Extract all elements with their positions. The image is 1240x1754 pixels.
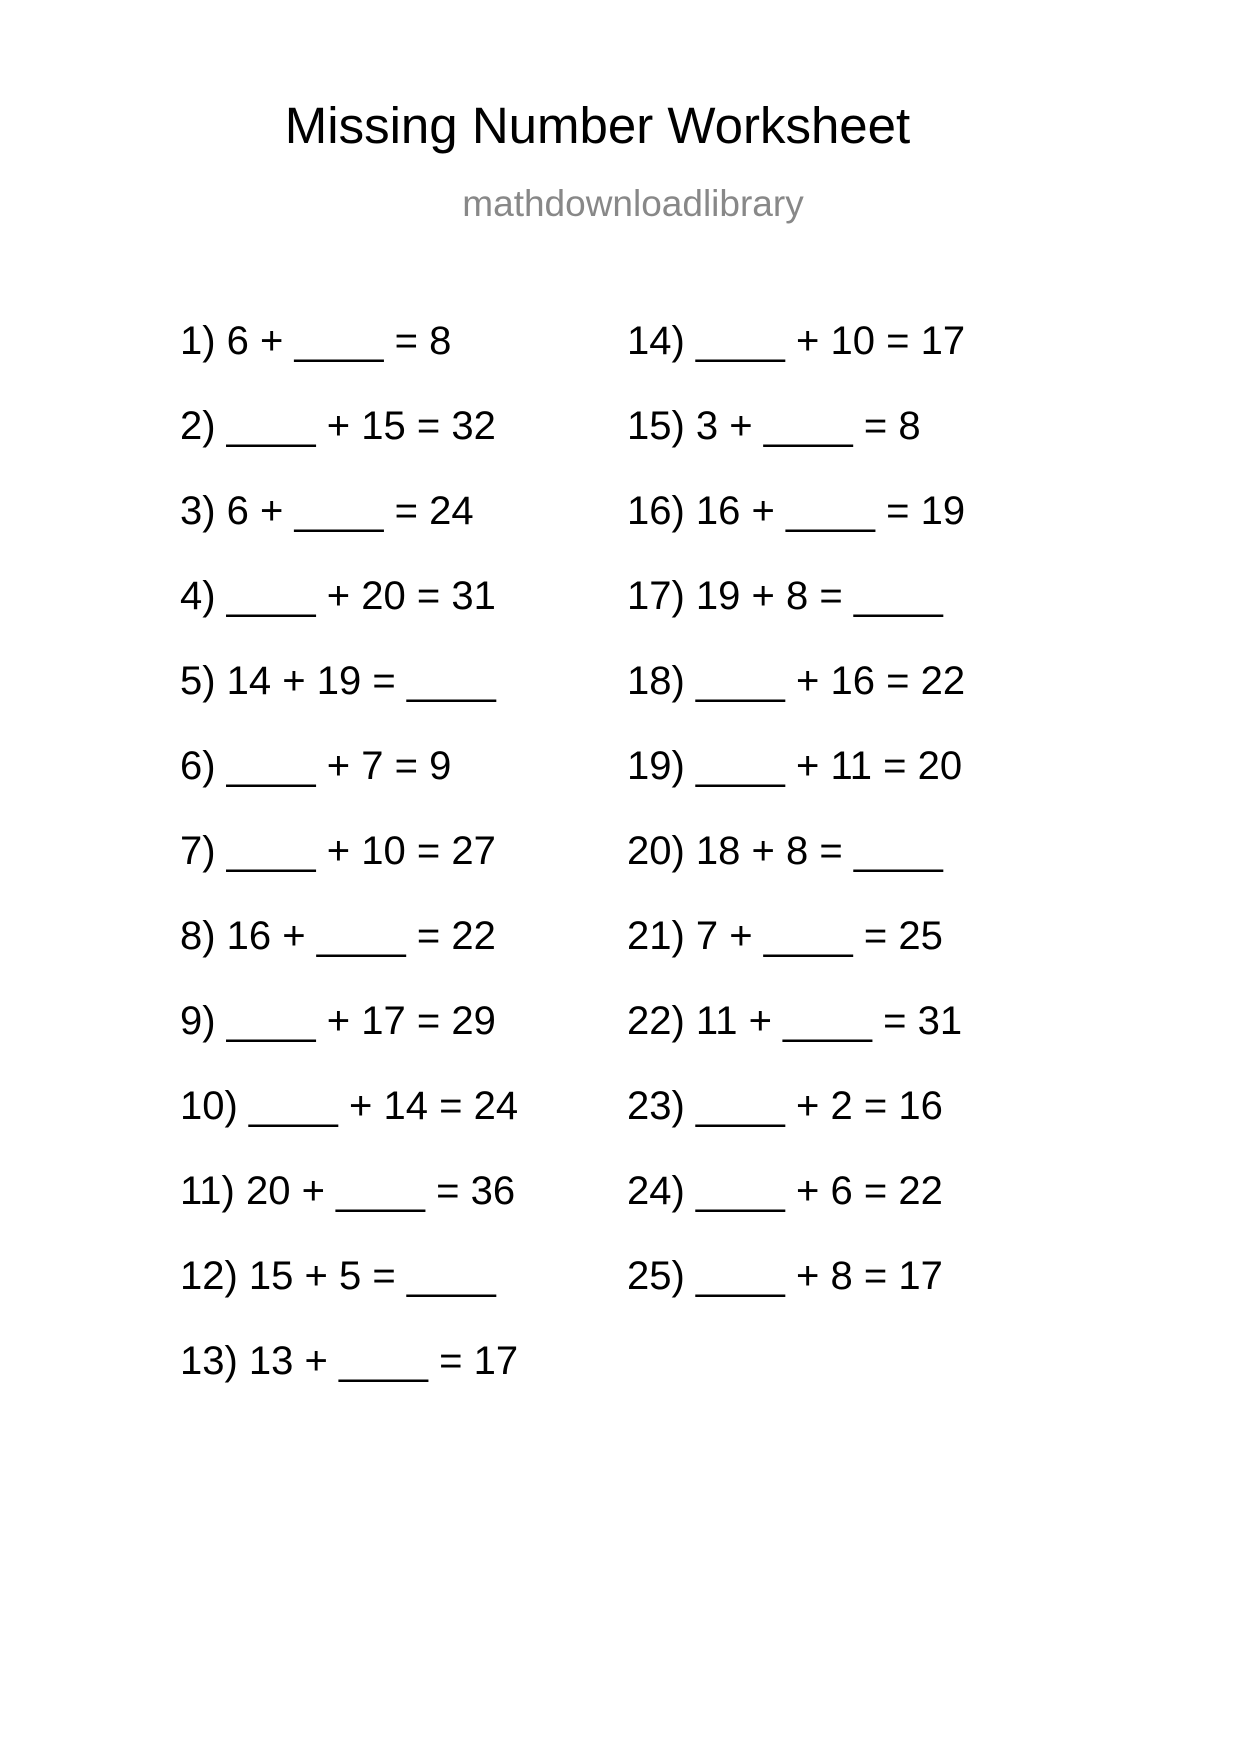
problem-6: 6) ____ + 7 = 9 (180, 744, 452, 788)
problem-4: 4) ____ + 20 = 31 (180, 574, 496, 618)
problem-10: 10) ____ + 14 = 24 (180, 1084, 519, 1128)
problem-19: 19) ____ + 11 = 20 (627, 744, 963, 788)
problem-17: 17) 19 + 8 = ____ (627, 574, 943, 618)
problem-22: 22) 11 + ____ = 31 (627, 999, 963, 1043)
problem-21: 21) 7 + ____ = 25 (627, 914, 943, 958)
problem-9: 9) ____ + 17 = 29 (180, 999, 496, 1043)
problem-12: 12) 15 + 5 = ____ (180, 1254, 496, 1298)
problems-left-column (180, 318, 518, 1423)
problem-13: 13) 13 + ____ = 17 (180, 1339, 519, 1383)
problem-3: 3) 6 + ____ = 24 (180, 489, 474, 533)
problems-right-column (627, 318, 965, 1338)
problem-20: 20) 18 + 8 = ____ (627, 829, 943, 873)
problem-8: 8) 16 + ____ = 22 (180, 914, 496, 958)
problem-16: 16) 16 + ____ = 19 (627, 489, 966, 533)
problem-7: 7) ____ + 10 = 27 (180, 829, 496, 873)
problem-1: 1) 6 + ____ = 8 (180, 319, 452, 363)
worksheet-title: Missing Number Worksheet (284, 97, 911, 154)
problem-25: 25) ____ + 8 = 17 (627, 1254, 943, 1298)
problem-2: 2) ____ + 15 = 32 (180, 404, 496, 448)
problem-11: 11) 20 + ____ = 36 (180, 1169, 516, 1213)
problem-24: 24) ____ + 6 = 22 (627, 1169, 943, 1213)
problem-5: 5) 14 + 19 = ____ (180, 659, 496, 703)
problem-14: 14) ____ + 10 = 17 (627, 319, 966, 363)
problem-23: 23) ____ + 2 = 16 (627, 1084, 943, 1128)
problem-18: 18) ____ + 16 = 22 (627, 659, 966, 703)
problem-15: 15) 3 + ____ = 8 (627, 404, 921, 448)
worksheet-subtitle: mathdownloadlibrary (462, 183, 804, 224)
